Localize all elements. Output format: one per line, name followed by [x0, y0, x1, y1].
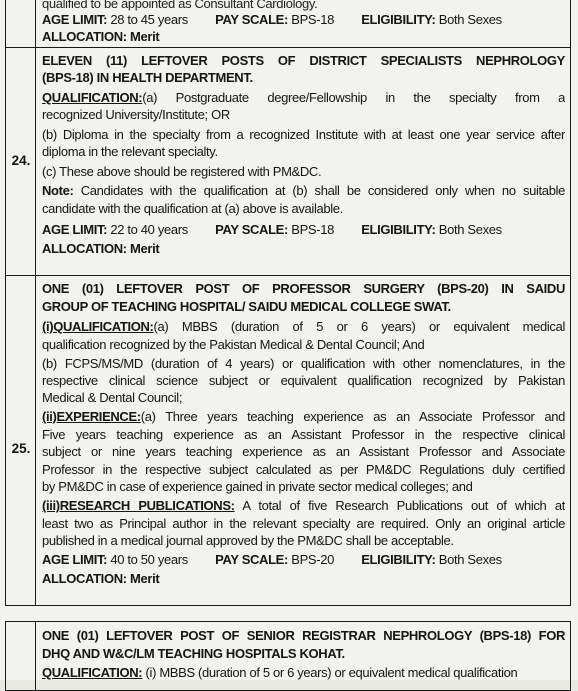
- note-line-2: candidate with the qualification at (a) above is available.: [42, 201, 343, 216]
- experience-line-3: subject or nine years teaching experience as an Assistant Professor and Associate: [42, 444, 565, 459]
- research-label: (iii)RESEARCH PUBLICATIONS:: [42, 498, 235, 513]
- experience-line: [42, 408, 565, 425]
- qualification-b-line-2: diploma in the relevant specialty.: [42, 144, 218, 159]
- age-limit-label: AGE LIMIT:: [42, 552, 108, 567]
- eligibility-value: Both Sexes: [438, 222, 502, 237]
- allocation-line: [42, 570, 565, 587]
- research-text: A total of five Research Publications out of which at: [234, 498, 565, 513]
- experience-text: (a) Three years teaching experience as an Associate Professor and: [140, 409, 565, 424]
- post-number: 24.: [11, 153, 31, 168]
- pay-scale-label: PAY SCALE:: [215, 552, 288, 567]
- pay-scale-value: BPS-20: [291, 552, 334, 567]
- post-number-cell: [6, 48, 36, 275]
- eligibility-value: Both Sexes: [438, 552, 502, 567]
- post-number: 25.: [11, 441, 31, 456]
- qualification-line: [42, 89, 565, 106]
- pay-scale-label: PAY SCALE:: [215, 12, 288, 27]
- research-line-3: published in a medical journal approved by the PM&DC shall be acceptable.: [42, 533, 454, 548]
- pay-scale-value: BPS-18: [291, 222, 334, 237]
- allocation-value: Merit: [130, 29, 160, 44]
- qualification-b-line-1: (b) FCPS/MS/MD (duration of 4 years) or qualification with other nomenclatures, in the: [42, 356, 565, 371]
- qualification-line: [42, 664, 565, 681]
- terms-line: [42, 551, 565, 568]
- qualification-a-text: (a) MBBS (duration of 5 or 6 years) or equivalent medical: [153, 319, 565, 334]
- qualification-a-line-2: qualification recognized by the Pakistan Medical & Dental Council; And: [42, 337, 425, 352]
- eligibility-label: ELIGIBILITY:: [361, 12, 436, 27]
- research-line-2: least two as Principal author in the relevant specialty are required. Only an original article: [42, 516, 565, 531]
- qualification-label: QUALIFICATION:: [42, 665, 143, 680]
- age-limit-label: AGE LIMIT:: [42, 12, 108, 27]
- post-24-row: [5, 47, 571, 276]
- qualification-c-line: (c) These above should be registered with PM&DC.: [42, 164, 322, 179]
- post-23-row: [5, 0, 571, 48]
- age-limit-label: AGE LIMIT:: [42, 222, 108, 237]
- experience-line-4: Professor in the respective subject calculated as per PM&DC Regulations duly certified: [42, 462, 565, 477]
- post-number-cell: [6, 276, 36, 605]
- post-title-line-1: ELEVEN (11) LEFTOVER POSTS OF DISTRICT SPECIALISTS NEPHROLOGY: [42, 53, 565, 68]
- note-text: Candidates with the qualification at (b) shall be considered only when no suitable: [73, 183, 565, 198]
- eligibility-value: Both Sexes: [438, 12, 502, 27]
- qualification-a-text: (i) MBBS (duration of 5 or 6 years) or equivalent medical qualification: [142, 665, 518, 680]
- post-title-line-2: DHQ AND W&C/LM TEACHING HOSPITALS KOHAT.: [42, 646, 345, 661]
- terms-line: [42, 221, 565, 238]
- qualification-b-line-3: Medical & Dental Council;: [42, 390, 183, 405]
- allocation-label: ALLOCATION:: [42, 241, 127, 256]
- post-26-row: [5, 621, 571, 691]
- eligibility-label: ELIGIBILITY:: [361, 552, 436, 567]
- qualification-b-line-2: respective clinical science subject or equivalent qualification recognized by Pakistan: [42, 373, 565, 388]
- allocation-value: Merit: [130, 571, 160, 586]
- note-label: Note:: [42, 183, 74, 198]
- post-title-line-1: ONE (01) LEFTOVER POST OF PROFESSOR SURGERY (BPS-20) IN SAIDU: [42, 281, 565, 296]
- qualification-line: [42, 318, 565, 335]
- allocation-label: ALLOCATION:: [42, 29, 127, 44]
- cut-text-line: qualified to be appointed as Consultant Cardiology.: [42, 0, 318, 11]
- experience-line-5: by PM&DC in case of experience gained in private sector medical colleges; and: [42, 479, 473, 494]
- allocation-label: ALLOCATION:: [42, 571, 127, 586]
- research-line: [42, 497, 565, 514]
- allocation-line: [42, 240, 565, 257]
- terms-line: [42, 11, 565, 28]
- note-line-1: [42, 182, 565, 199]
- qualification-b-line-1: (b) Diploma in the specialty from a recognized Institute with at least one year service after: [42, 127, 565, 142]
- experience-label: (ii)EXPERIENCE:: [42, 409, 141, 424]
- pay-scale-label: PAY SCALE:: [215, 222, 288, 237]
- post-title-line-2: GROUP OF TEACHING HOSPITAL/ SAIDU MEDICAL COLLEGE SWAT.: [42, 299, 451, 314]
- post-number-cell: [6, 0, 36, 47]
- eligibility-label: ELIGIBILITY:: [361, 222, 436, 237]
- age-limit-value: 40 to 50 years: [110, 552, 188, 567]
- qualification-a-line-2: recognized University/Institute; OR: [42, 107, 230, 122]
- age-limit-value: 22 to 40 years: [110, 222, 188, 237]
- post-title-line-1: ONE (01) LEFTOVER POST OF SENIOR REGISTRAR NEPHROLOGY (BPS-18) FOR: [42, 628, 565, 643]
- pay-scale-value: BPS-18: [291, 12, 334, 27]
- qualification-label: (i)QUALIFICATION:: [42, 319, 154, 334]
- post-title-line-2: (BPS-18) IN HEALTH DEPARTMENT.: [42, 70, 253, 85]
- post-25-row: [5, 275, 571, 606]
- qualification-a-text: (a) Postgraduate degree/Fellowship in the specialty from a: [142, 90, 565, 105]
- age-limit-value: 28 to 45 years: [110, 12, 188, 27]
- allocation-line: [42, 28, 565, 45]
- allocation-value: Merit: [130, 241, 160, 256]
- experience-line-2: Five years teaching experience as an Assistant Professor in the respective clinical: [42, 427, 565, 442]
- qualification-label: QUALIFICATION:: [42, 90, 143, 105]
